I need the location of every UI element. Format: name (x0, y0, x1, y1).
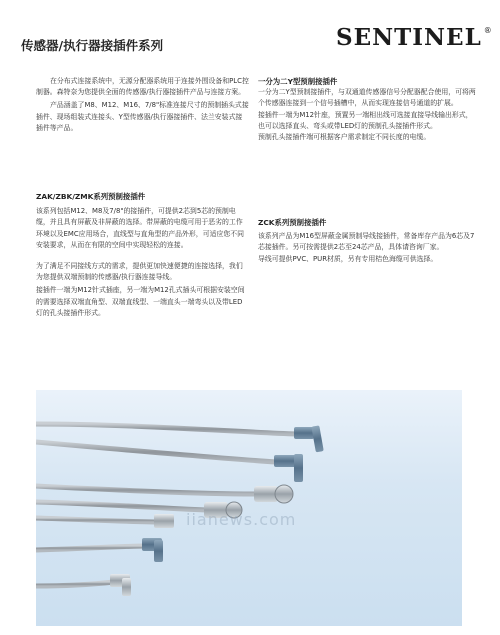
registered-mark: ® (483, 26, 493, 35)
left-column (36, 76, 249, 134)
right-column (258, 76, 478, 143)
brand-name: SENTINEL (336, 24, 482, 51)
page-title: 传感器/执行器接插件系列 (21, 38, 164, 53)
cable-2 (36, 442, 276, 462)
intro-paragraph-1: 在分布式连接系统中，无源分配器系统用于连接外围设备和PLC控制器。森特奈为您提供全面的传感器/执行器接插件产品与连接方案。 (36, 77, 249, 97)
connector-2 (274, 455, 296, 467)
watermark: iianews.com (186, 510, 297, 529)
cable-1 (36, 424, 296, 434)
section-zak-paragraph-2: 为了满足不同接线方式的需求，提供更加快速便捷的连接选择，我们为您提供双端预制的传感器/执行器连接导线。 (36, 262, 243, 282)
section-y-paragraph-3: 预制孔头接插件端可根据客户需求制定不同长度的电缆。 (258, 133, 431, 142)
cable-3 (36, 486, 256, 494)
section-y-paragraph-1: 一分为二Y型预制接插件，与双通道传感器信号分配器配合使用，可将两个传感器连接到一个信号插槽中，从而实现连接信号通道的扩展。 (258, 88, 476, 108)
section-title-zck: ZCK系列预制接插件 (258, 218, 327, 227)
section-title-y: 一分为二Y型预制接插件 (258, 77, 338, 86)
cable-assemblies-photo (36, 390, 462, 626)
cable-7 (36, 582, 114, 586)
intro-paragraph-2: 产品涵盖了M8、M12、M16、7/8"标准连接尺寸的预制插头式接插件、现场组装式连接头、Y型传感器/执行器接插件、法兰安装式接插件等产品。 (36, 101, 249, 132)
section-zak-paragraph-3: 接插件一端为M12针式插座，另一端为M12孔式插头可根据安装空间的需要选择双端直角型、双端直线型、一端直头一端弯头以及带LED灯的孔头接插件形式。 (36, 286, 245, 317)
section-title-zak: ZAK/ZBK/ZMK系列预制接插件 (36, 192, 146, 201)
cables-illustration (36, 390, 462, 626)
section-zck-paragraph-2: 导线可提供PVC、PUR材质，另有专用桔色海缆可供选择。 (258, 254, 438, 263)
left-column-section (36, 191, 249, 319)
right-column-section (258, 217, 478, 265)
cable-6 (36, 546, 146, 550)
cable-5 (36, 518, 166, 522)
section-zak-paragraph-1: 该系列包括M12、M8及7/8"的接插件，可提供2芯到5芯的预制电缆，并且具有屏蔽及非屏蔽的选择。带屏蔽的电缆可用于恶劣的工作环境以及EMC应用场合，直线型与直角型的产品外形，可适应您不同安装要求，从而在有限的空间中实现轻松的连接。 (36, 207, 245, 249)
cable-4 (36, 502, 206, 510)
connector-1 (294, 427, 314, 439)
section-zck-paragraph-1: 该系列产品为M16型屏蔽金属预制导线接插件，常备库存产品为6芯及7芯接插件。另可按需提供2芯至24芯产品，具体请咨询厂家。 (258, 232, 475, 252)
brand-logo (336, 24, 493, 51)
section-y-paragraph-2: 接插件一端为M12针座，预置另一端相出线可选接直接导线输出形式，也可以选择直头、弯头或带LED灯的预制孔头接插件形式。 (258, 110, 473, 130)
connector-3 (254, 486, 278, 502)
